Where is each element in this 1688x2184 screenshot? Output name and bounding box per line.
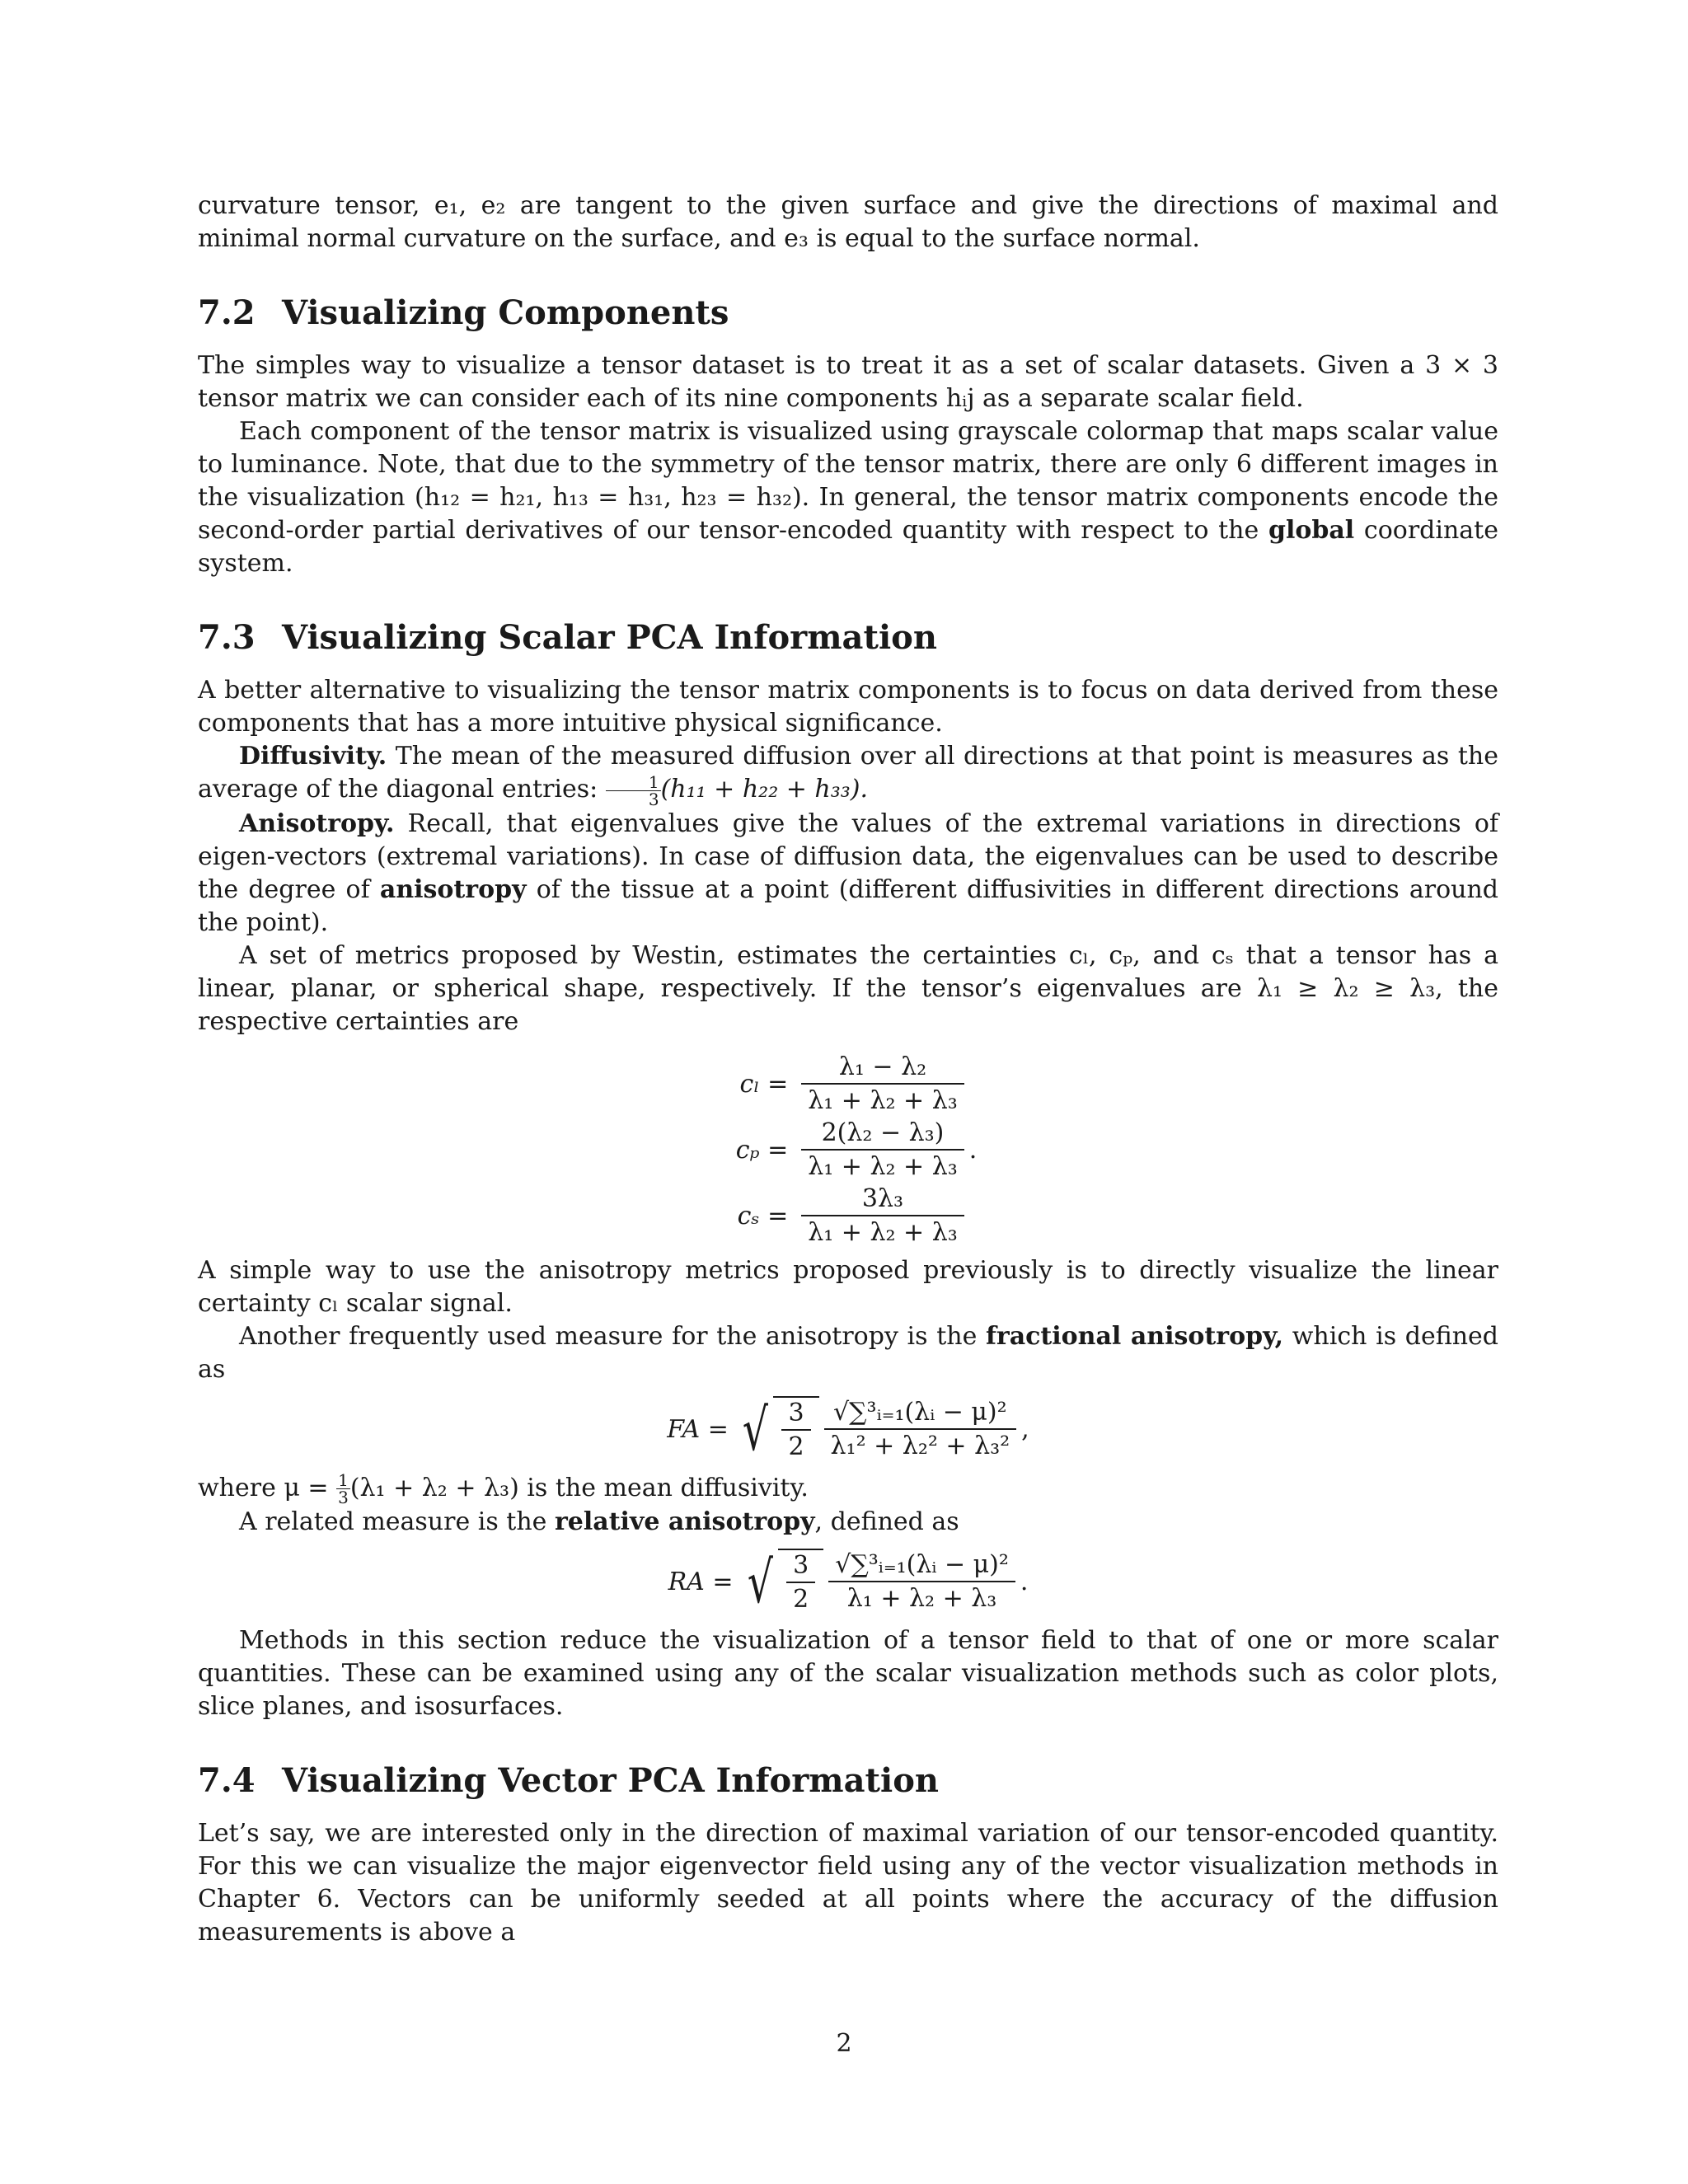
equation-lhs: cₗ =: [739, 1069, 789, 1099]
fraction-denominator: 3: [338, 1488, 349, 1507]
paragraph-simple-way: A simple way to use the anisotropy metrics proposed previously is to directly visualize the linear certainty cₗ scalar signal.: [198, 1255, 1498, 1318]
fraction: [801, 1118, 964, 1183]
fraction-denominator: λ₁ + λ₂ + λ₃: [808, 1151, 958, 1181]
text-run: , defined as: [814, 1507, 959, 1536]
run-in-heading-anisotropy: Anisotropy.: [239, 808, 395, 838]
bold-term-anisotropy: anisotropy: [379, 874, 527, 904]
text-run: The mean of the measured diffusion over all directions at that point is measures as the average of the diagonal entries:: [198, 742, 1498, 804]
equation-punctuation: .: [1020, 1568, 1029, 1596]
paragraph-diffusivity: [198, 740, 1498, 808]
fraction-one-third: [606, 771, 661, 809]
fraction-numerator: 3: [786, 1550, 815, 1583]
paragraph-ra-intro: [198, 1506, 1498, 1539]
text-run: of the tissue at a point (different diffusivities in different directions around the point).: [198, 874, 1498, 937]
radical-sign: √: [747, 1549, 773, 1616]
equation-certainties: [198, 1052, 1498, 1249]
fraction: [801, 1052, 964, 1118]
bold-term-fractional-anisotropy: fractional anisotropy,: [985, 1321, 1284, 1351]
run-in-heading-diffusivity: Diffusivity.: [239, 742, 387, 771]
fraction-numerator: √∑³ᵢ₌₁(λᵢ − μ)²: [828, 1549, 1015, 1582]
equation-row-cp: [714, 1118, 982, 1183]
text-run: coordinate system.: [198, 516, 1498, 578]
paragraph-components-1: The simples way to visualize a tensor dataset is to treat it as a set of scalar datasets. Given a 3 × 3 tensor matrix we can consider each of its nine components hᵢj as a separate scalar field.: [198, 351, 1498, 413]
radicand: [778, 1549, 823, 1616]
equation-row-cl: [714, 1052, 982, 1118]
intro-paragraph: curvature tensor, e₁, e₂ are tangent to the given surface and give the directions of maximal and minimal normal curvature on the surface, and e₃ is equal to the surface normal.: [198, 191, 1498, 253]
section-heading-7-3: [198, 616, 1498, 659]
text-run: (λ₁ + λ₂ + λ₃) is the mean diffusivity.: [349, 1473, 809, 1502]
sqrt-three-halves: [742, 1549, 824, 1616]
fraction: [786, 1550, 815, 1616]
page-body: [198, 190, 1498, 1949]
fraction-numerator: 1: [606, 774, 661, 791]
bold-term-global: global: [1268, 516, 1355, 545]
equation-lhs: cₛ =: [737, 1201, 789, 1230]
fraction: [781, 1398, 810, 1464]
fraction-one-third: [336, 1472, 350, 1506]
page-number: 2: [836, 2029, 852, 2058]
fraction-numerator: λ₁ − λ₂: [801, 1052, 964, 1085]
text-run: Each component of the tensor matrix is visualized using grayscale colormap that maps scalar value to luminance. Note, that due to the symmetry of the tensor matrix, there are only 6 different images in the visualization (h₁₂ = h₂₁, h₁₃ = h₃₁, h₂₃ = h₃₂). In general, the tensor matrix components encode the second-order partial derivatives of our tensor-encoded quantity with respect to the: [198, 417, 1498, 545]
sqrt-three-halves: [737, 1396, 819, 1464]
paragraph-fa-intro: [198, 1320, 1498, 1386]
section-number: 7.3: [198, 618, 256, 657]
section-title: Visualizing Vector PCA Information: [282, 1761, 939, 1800]
text-run: where μ =: [198, 1473, 337, 1502]
bold-term-relative-anisotropy: relative anisotropy: [554, 1507, 815, 1536]
fraction-denominator: λ₁² + λ₂² + λ₃²: [830, 1431, 1010, 1460]
text-run: Recall, that eigenvalues give the values of the extremal variations in directions of eigen-vectors (extremal variations). In case of diffusion data, the eigenvalues can be used to describe the degree of: [198, 808, 1498, 904]
fraction-denominator: 3: [648, 789, 659, 809]
paragraph-mu: [198, 1472, 1498, 1507]
section-number: 7.4: [198, 1761, 256, 1800]
paragraph-components-2: [198, 415, 1498, 580]
section-heading-7-2: [198, 292, 1498, 335]
section-title: Visualizing Components: [282, 293, 729, 332]
paragraph-scalar-intro: A better alternative to visualizing the tensor matrix components is to focus on data derived from these components that has a more intuitive physical significance.: [198, 676, 1498, 738]
radicand: [773, 1396, 818, 1464]
fraction-numerator: 2(λ₂ − λ₃): [801, 1118, 964, 1151]
fraction-denominator: 2: [793, 1585, 809, 1614]
fraction-numerator: 3: [781, 1398, 810, 1431]
text-run: Another frequently used measure for the anisotropy is the: [239, 1321, 986, 1351]
fraction-numerator: 1: [338, 1470, 349, 1490]
equation-ra: [198, 1549, 1498, 1616]
text-run: which is defined as: [198, 1321, 1498, 1384]
section-number: 7.2: [198, 293, 256, 332]
section-heading-7-4: [198, 1760, 1498, 1802]
equation-lhs: FA =: [667, 1414, 729, 1444]
paragraph-vector-pca: Let’s say, we are interested only in the direction of maximal variation of our tensor-encoded quantity. For this we can visualize the major eigenvector field using any of the vector visualization methods in Chapter 6. Vectors can be uniformly seeded at all points where the accuracy of the diffusion measurements is above a: [198, 1819, 1498, 1947]
equation-row-cs: [714, 1183, 982, 1249]
paragraph-westin: A set of metrics proposed by Westin, estimates the certainties cₗ, cₚ, and cₛ that a tensor has a linear, planar, or spherical shape, respectively. If the tensor’s eigenvalues are λ₁ ≥ λ₂ ≥ λ₃, the respective certainties are: [198, 940, 1498, 1036]
equation-punctuation: .: [968, 1135, 978, 1165]
equation-lhs: RA =: [668, 1568, 734, 1596]
fraction: [801, 1183, 964, 1249]
radical-sign: √: [742, 1395, 768, 1464]
paragraph-anisotropy: [198, 808, 1498, 940]
section-title: Visualizing Scalar PCA Information: [282, 618, 937, 657]
fraction-numerator: √∑³ᵢ₌₁(λᵢ − μ)²: [824, 1397, 1017, 1430]
fraction: [824, 1397, 1017, 1463]
fraction-denominator: λ₁ + λ₂ + λ₃: [808, 1217, 958, 1247]
fraction-denominator: λ₁ + λ₂ + λ₃: [846, 1584, 997, 1613]
fraction-denominator: λ₁ + λ₂ + λ₃: [808, 1085, 958, 1115]
formula-mean-diffusivity: (h₁₁ + h₂₂ + h₃₃).: [660, 775, 869, 804]
paragraph-methods: Methods in this section reduce the visualization of a tensor field to that of one or more scalar quantities. These can be examined using any of the scalar visualization methods such as color plots, slice planes, and isosurfaces.: [198, 1626, 1498, 1721]
fraction-denominator: 2: [788, 1432, 804, 1461]
text-run: A related measure is the: [239, 1507, 555, 1536]
fraction: [828, 1549, 1015, 1615]
equation-lhs: cₚ =: [735, 1135, 789, 1165]
equation-fa: [198, 1396, 1498, 1464]
equation-punctuation: ,: [1021, 1414, 1029, 1444]
fraction-numerator: 3λ₃: [801, 1183, 964, 1216]
